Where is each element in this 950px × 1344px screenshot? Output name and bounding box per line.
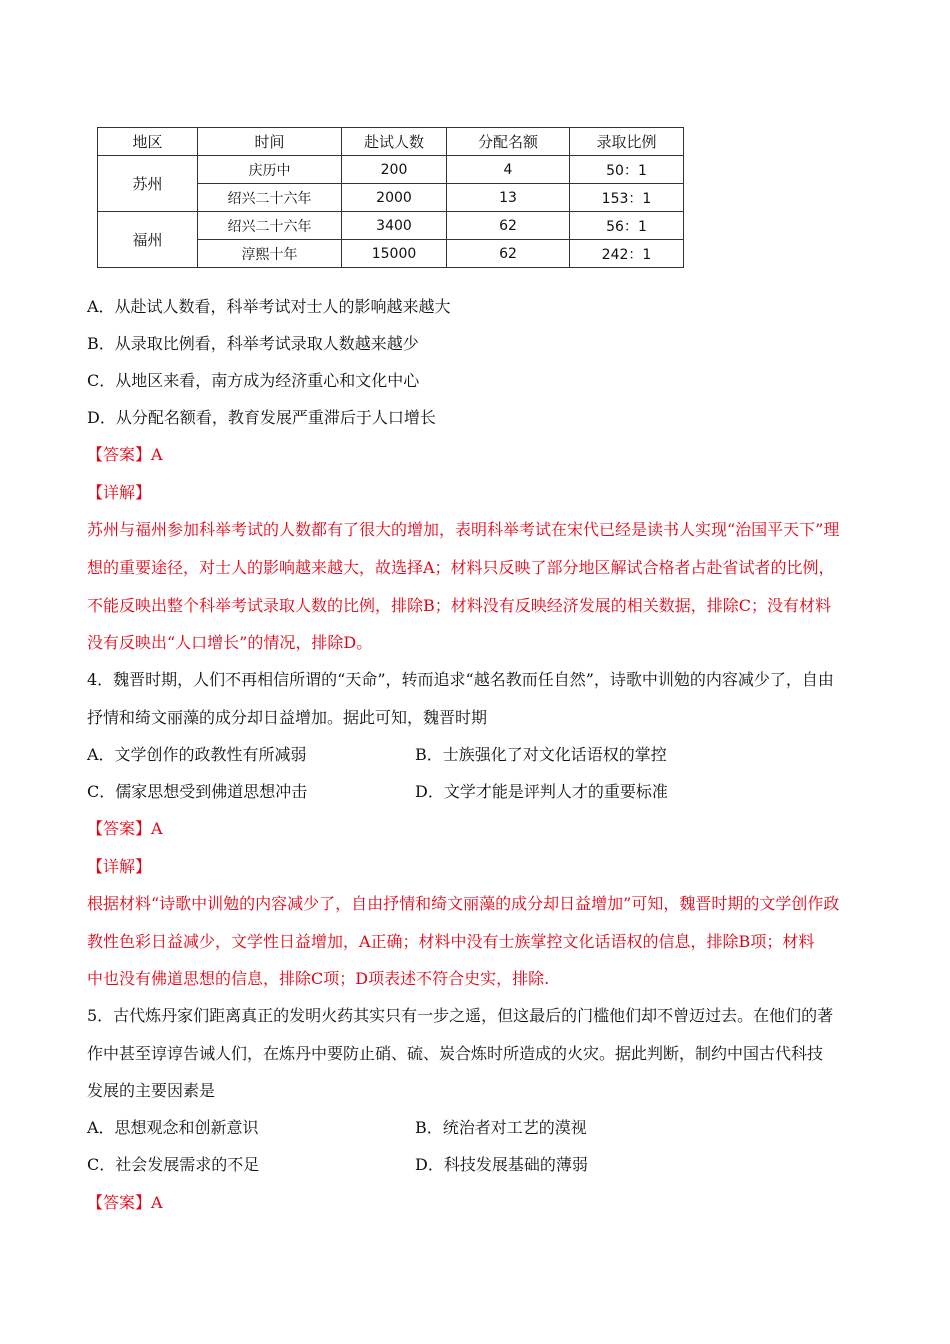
examinees-cell: 3400 — [342, 212, 447, 240]
q5-option-a: A．思想观念和创新意识 — [87, 1118, 259, 1137]
quota-cell: 4 — [447, 156, 570, 184]
table-row — [98, 156, 684, 184]
q4-stem-line: 抒情和绮文丽藻的成分却日益增加。据此可知，魏晋时期 — [87, 708, 488, 727]
quota-cell: 62 — [447, 212, 570, 240]
region-cell: 苏州 — [98, 156, 198, 212]
answer-tag: 【答案】 — [87, 445, 152, 464]
q3-detail-line: 没有反映出“人口增长”的情况，排除D。 — [87, 633, 373, 652]
q5-stem-line: 发展的主要因素是 — [87, 1081, 216, 1100]
ratio-cell: 242：1 — [570, 240, 684, 268]
ratio-cell: 50：1 — [570, 156, 684, 184]
answer-value: A — [151, 819, 163, 838]
time-cell: 绍兴二十六年 — [198, 212, 342, 240]
q4-detail-line: 根据材料“诗歌中训勉的内容减少了，自由抒情和绮文丽藻的成分却日益增加”可知，魏晋时期的文学创作政 — [87, 894, 840, 913]
detail-tag: 【详解】 — [87, 483, 152, 502]
q4-answer — [87, 819, 163, 839]
header-region: 地区 — [98, 128, 198, 156]
header-ratio: 录取比例 — [570, 128, 684, 156]
q4-detail-tag — [87, 857, 151, 877]
header-time: 时间 — [198, 128, 342, 156]
exam-statistics-table — [97, 127, 684, 268]
q3-option-a: A．从赴试人数看，科举考试对士人的影响越来越大 — [87, 297, 451, 316]
q4-option-a: A．文学创作的政教性有所减弱 — [87, 745, 307, 764]
header-examinees: 赴试人数 — [342, 128, 447, 156]
header-quota: 分配名额 — [447, 128, 570, 156]
time-cell: 淳熙十年 — [198, 240, 342, 268]
q4-detail-line: 教性色彩日益减少，文学性日益增加，A正确；材料中没有士族掌控文化话语权的信息，排除B项；材料 — [87, 932, 815, 951]
detail-tag: 【详解】 — [87, 857, 152, 876]
q3-option-d: D．从分配名额看，教育发展严重滞后于人口增长 — [87, 408, 436, 427]
time-cell: 绍兴二十六年 — [198, 184, 342, 212]
q5-option-b: B．统治者对工艺的漠视 — [415, 1118, 587, 1137]
q4-detail-line: 中也没有佛道思想的信息，排除C项；D项表述不符合史实，排除. — [87, 969, 550, 988]
answer-value: A — [151, 1193, 163, 1212]
answer-tag: 【答案】 — [87, 1193, 152, 1212]
quota-cell: 13 — [447, 184, 570, 212]
q5-option-d: D．科技发展基础的薄弱 — [415, 1155, 588, 1174]
region-cell: 福州 — [98, 212, 198, 268]
examinees-cell: 2000 — [342, 184, 447, 212]
quota-cell: 62 — [447, 240, 570, 268]
q3-detail-line: 不能反映出整个科举考试录取人数的比例，排除B；材料没有反映经济发展的相关数据，排除C；没有材料 — [87, 596, 832, 615]
q4-option-c: C．儒家思想受到佛道思想冲击 — [87, 782, 308, 801]
examinees-cell: 15000 — [342, 240, 447, 268]
q3-option-c: C．从地区来看，南方成为经济重心和文化中心 — [87, 371, 420, 390]
q4-option-d: D．文学才能是评判人才的重要标准 — [415, 782, 668, 801]
q3-detail-tag — [87, 483, 151, 503]
answer-tag: 【答案】 — [87, 819, 152, 838]
q3-detail-line: 想的重要途径，对士人的影响越来越大，故选择A；材料只反映了部分地区解试合格者占赴省试者的比例， — [87, 558, 835, 577]
q5-answer — [87, 1193, 163, 1213]
q3-answer — [87, 445, 163, 465]
table-header-row — [98, 128, 684, 156]
time-cell: 庆历中 — [198, 156, 342, 184]
answer-value: A — [151, 445, 163, 464]
q3-detail-line: 苏州与福州参加科举考试的人数都有了很大的增加，表明科举考试在宋代已经是读书人实现“治国平天下”理 — [87, 520, 840, 539]
q5-option-c: C．社会发展需求的不足 — [87, 1155, 260, 1174]
ratio-cell: 56：1 — [570, 212, 684, 240]
q3-option-b: B．从录取比例看，科举考试录取人数越来越少 — [87, 334, 419, 353]
table-row — [98, 212, 684, 240]
q4-stem-line: 4．魏晋时期，人们不再相信所谓的“天命”，转而追求“越名教而任自然”，诗歌中训勉的内容减少了，自由 — [87, 670, 834, 689]
q5-stem-line: 作中甚至谆谆告诫人们，在炼丹中要防止硝、硫、炭合炼时所造成的火灾。据此判断，制约中国古代科技 — [87, 1044, 824, 1063]
q4-option-b: B．士族强化了对文化话语权的掌控 — [415, 745, 667, 764]
q5-stem-line: 5．古代炼丹家们距离真正的发明火药其实只有一步之遥，但这最后的门槛他们却不曾迈过去。在他们的著 — [87, 1006, 834, 1025]
examinees-cell: 200 — [342, 156, 447, 184]
ratio-cell: 153：1 — [570, 184, 684, 212]
